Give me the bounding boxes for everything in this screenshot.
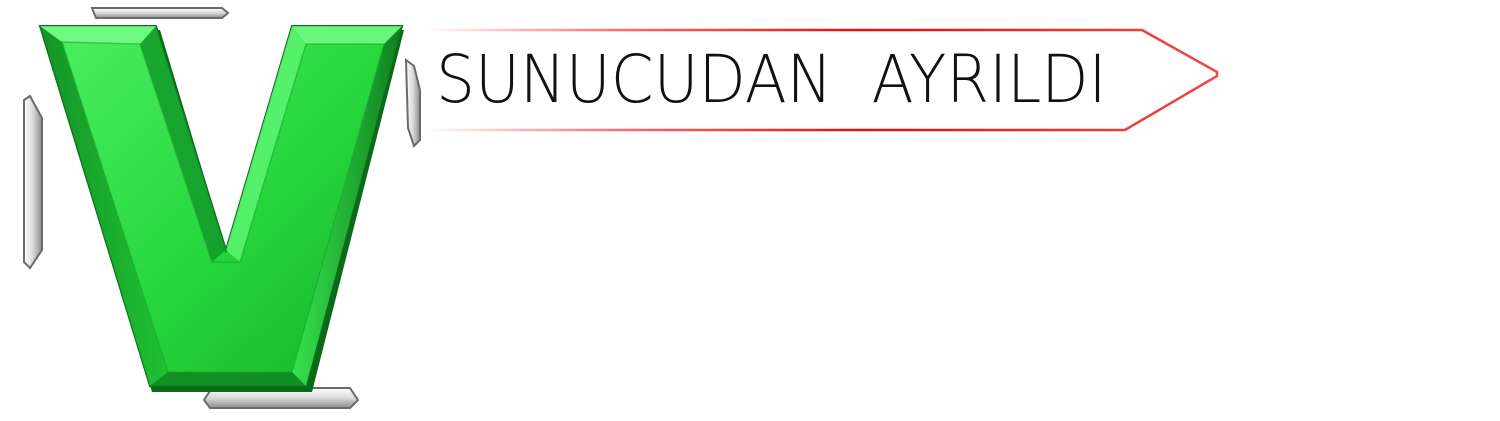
top-bracket-icon — [92, 8, 228, 18]
disconnected-status-text: SUNUCUDAN AYRILDI — [436, 41, 1107, 118]
status-banner — [420, 26, 1225, 134]
right-bracket-icon — [406, 60, 420, 146]
left-bracket-icon — [24, 96, 42, 268]
v-letter-logo-icon — [0, 0, 440, 417]
